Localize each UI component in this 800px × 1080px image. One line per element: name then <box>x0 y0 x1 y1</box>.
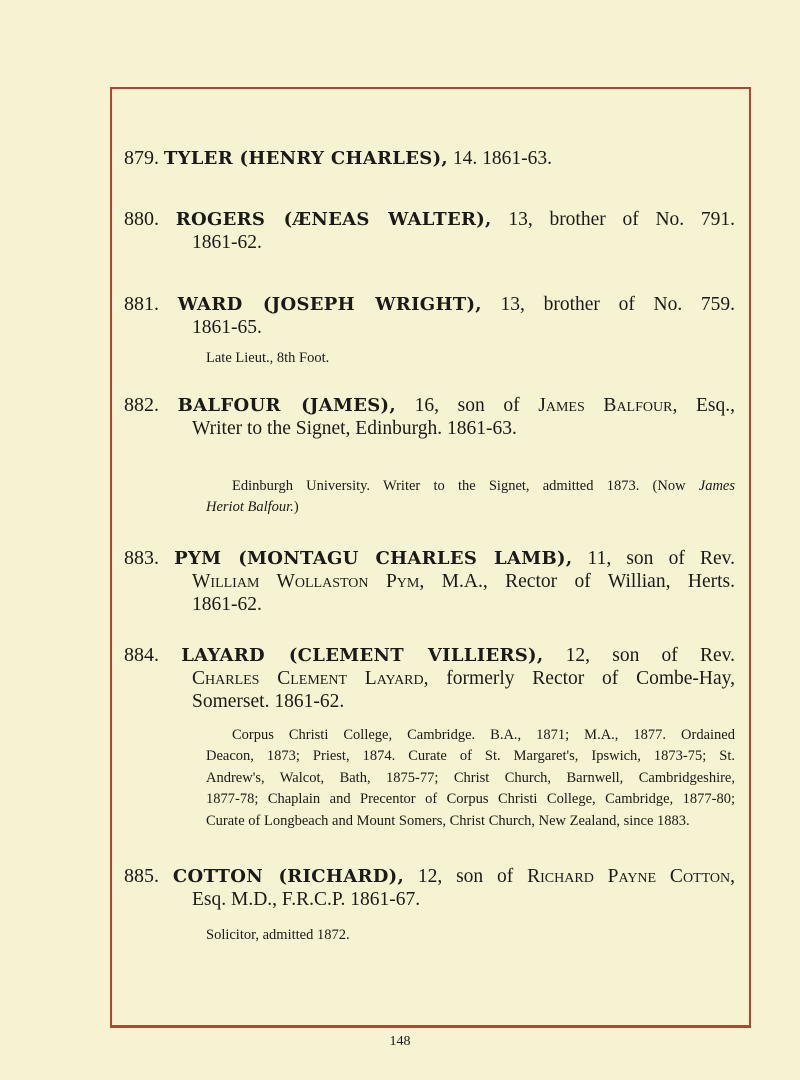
entry-884-note-line: Deacon, 1873; Priest, 1874. Curate of St. Margaret's, Ipswich, 1873-75; St. <box>206 748 735 764</box>
page-number: 148 <box>389 1034 411 1049</box>
entry-885 <box>124 865 735 888</box>
entry-text: 14. 1861-63. <box>447 148 552 169</box>
entry-text: 11, son of Rev. <box>572 548 735 569</box>
entry-number: 880. <box>124 208 159 230</box>
note-text: Edinburgh University. Writer to the Signet, admitted 1873. (Now <box>232 478 686 494</box>
entry-884 <box>124 644 735 667</box>
parent-name: Richard Payne Cotton <box>527 866 731 887</box>
entry-text: 13, brother of No. 791. <box>491 209 736 230</box>
entry-name: WARD (JOSEPH WRIGHT), <box>177 294 482 315</box>
entry-text: , formerly Rector of Combe-Hay, <box>423 668 735 689</box>
entry-name: TYLER (HENRY CHARLES), <box>163 148 448 169</box>
entry-884-note-line: Corpus Christi College, Cambridge. B.A., 1871; M.A., 1877. Ordained <box>232 727 735 743</box>
entry-884-line3: Somerset. 1861-62. <box>192 691 345 712</box>
entry-name: PYM (MONTAGU CHARLES LAMB), <box>174 548 573 569</box>
entry-name: BALFOUR (JAMES), <box>177 395 396 416</box>
entry-number: 882. <box>124 394 159 416</box>
entry-number: 879. <box>124 147 159 169</box>
entry-name: ROGERS (ÆNEAS WALTER), <box>175 209 492 230</box>
entry-text: 12, son of <box>404 866 528 887</box>
entry-883-line3: 1861-62. <box>192 594 262 615</box>
entry-text-2: , <box>730 866 735 887</box>
entry-number: 885. <box>124 865 159 887</box>
parent-name: James Balfour <box>538 395 673 416</box>
entry-882-note <box>232 478 735 495</box>
entry-881-line2: 1861-65. <box>192 317 262 338</box>
entry-881 <box>124 293 735 316</box>
entry-884-note-line: Andrew's, Walcot, Bath, 1875-77; Christ Church, Barnwell, Cambridgeshire, <box>206 770 735 786</box>
entry-text: 12, son of Rev. <box>543 645 735 666</box>
note-italic: Heriot Balfour. <box>206 499 294 515</box>
entry-884-line2 <box>192 668 735 690</box>
parent-name: Charles Clement Layard <box>192 668 424 689</box>
entry-881-note: Late Lieut., 8th Foot. <box>206 350 330 366</box>
entry-number: 881. <box>124 293 159 315</box>
entry-text: 16, son of <box>395 395 539 416</box>
entry-name: COTTON (RICHARD), <box>172 866 405 887</box>
entry-880-line2: 1861-62. <box>192 232 262 253</box>
entry-884-note-line: Curate of Longbeach and Mount Somers, Christ Church, New Zealand, since 1883. <box>206 813 690 829</box>
note-text: ) <box>293 499 299 515</box>
entry-text: , M.A., Rector of Willian, Herts. <box>419 571 735 592</box>
entry-880 <box>124 208 735 231</box>
entry-882-line2: Writer to the Signet, Edinburgh. 1861-63. <box>192 418 517 439</box>
entry-879 <box>124 147 552 170</box>
entry-882-note-line2 <box>206 499 299 516</box>
entry-883 <box>124 547 735 570</box>
entry-885-line2: Esq. M.D., F.R.C.P. 1861-67. <box>192 889 421 910</box>
entry-number: 884. <box>124 644 159 666</box>
note-italic: James <box>698 478 736 494</box>
entry-883-line2 <box>192 571 735 593</box>
entry-text: 13, brother of No. 759. <box>481 294 736 315</box>
entry-882 <box>124 394 735 417</box>
entry-884-note-line: 1877-78; Chaplain and Precentor of Corpus Christi College, Cambridge, 1877-80; <box>206 791 735 807</box>
entry-number: 883. <box>124 547 159 569</box>
entry-text-2: , Esq., <box>672 395 735 416</box>
parent-name: William Wollaston Pym <box>192 571 420 592</box>
entry-885-note: Solicitor, admitted 1872. <box>206 927 350 943</box>
entry-name: LAYARD (CLEMENT VILLIERS), <box>181 645 544 666</box>
